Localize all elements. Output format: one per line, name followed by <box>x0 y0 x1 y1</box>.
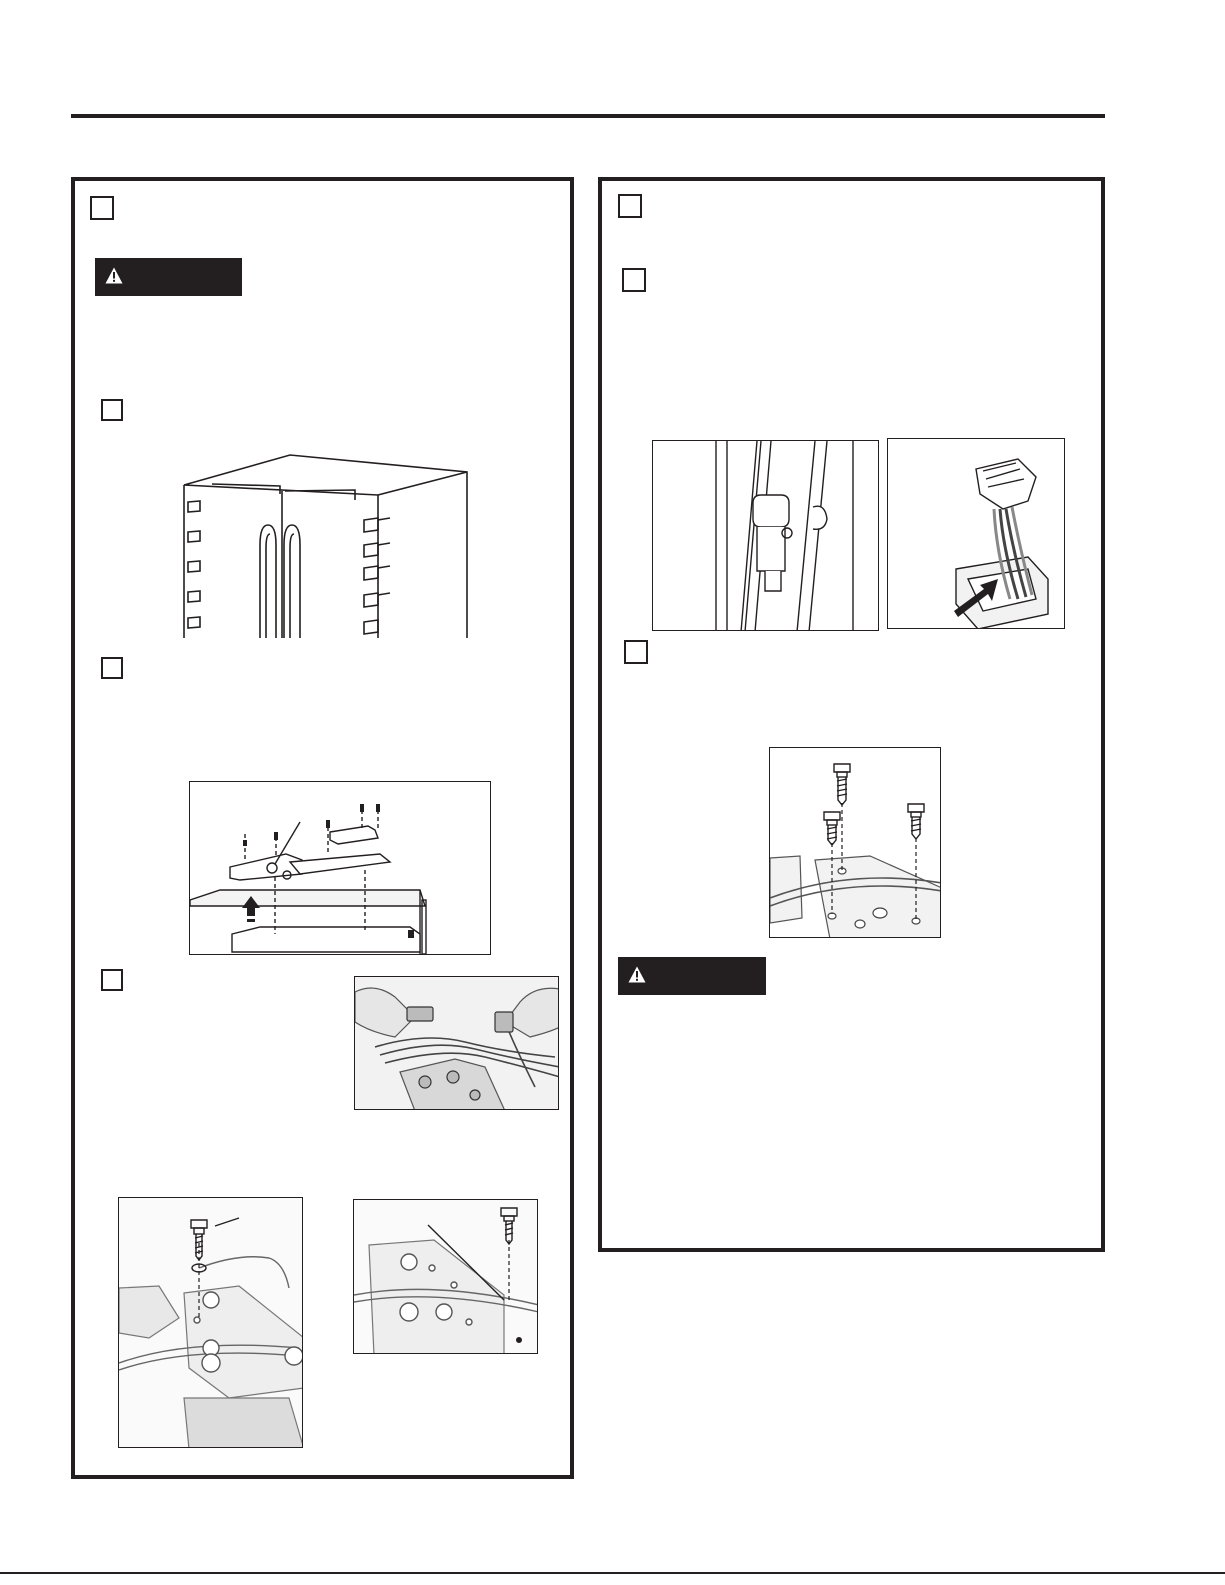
warning-triangle-icon <box>105 267 123 284</box>
step-checkbox[interactable] <box>622 268 646 292</box>
wire-connector-photo <box>354 976 559 1110</box>
hinge-removal-illustration <box>189 781 491 955</box>
harness-connector-illustration <box>887 438 1065 629</box>
footer-rule <box>0 1572 1225 1574</box>
step-checkbox[interactable] <box>101 399 123 421</box>
warning-banner <box>95 258 242 296</box>
step-checkbox[interactable] <box>618 194 642 218</box>
step-checkbox[interactable] <box>90 196 114 220</box>
refrigerator-doors-illustration <box>180 450 475 640</box>
warning-banner <box>618 957 766 995</box>
warning-triangle-icon <box>628 966 646 983</box>
water-line-fitting-illustration <box>652 440 879 631</box>
right-instruction-panel <box>598 177 1105 1252</box>
mounting-screws-illustration <box>769 747 941 938</box>
ground-screw-illustration <box>353 1199 538 1354</box>
header-rule <box>71 114 1105 118</box>
step-checkbox[interactable] <box>101 969 123 991</box>
step-checkbox[interactable] <box>624 640 648 664</box>
ground-screw-illustration <box>118 1197 303 1448</box>
step-checkbox[interactable] <box>101 657 123 679</box>
